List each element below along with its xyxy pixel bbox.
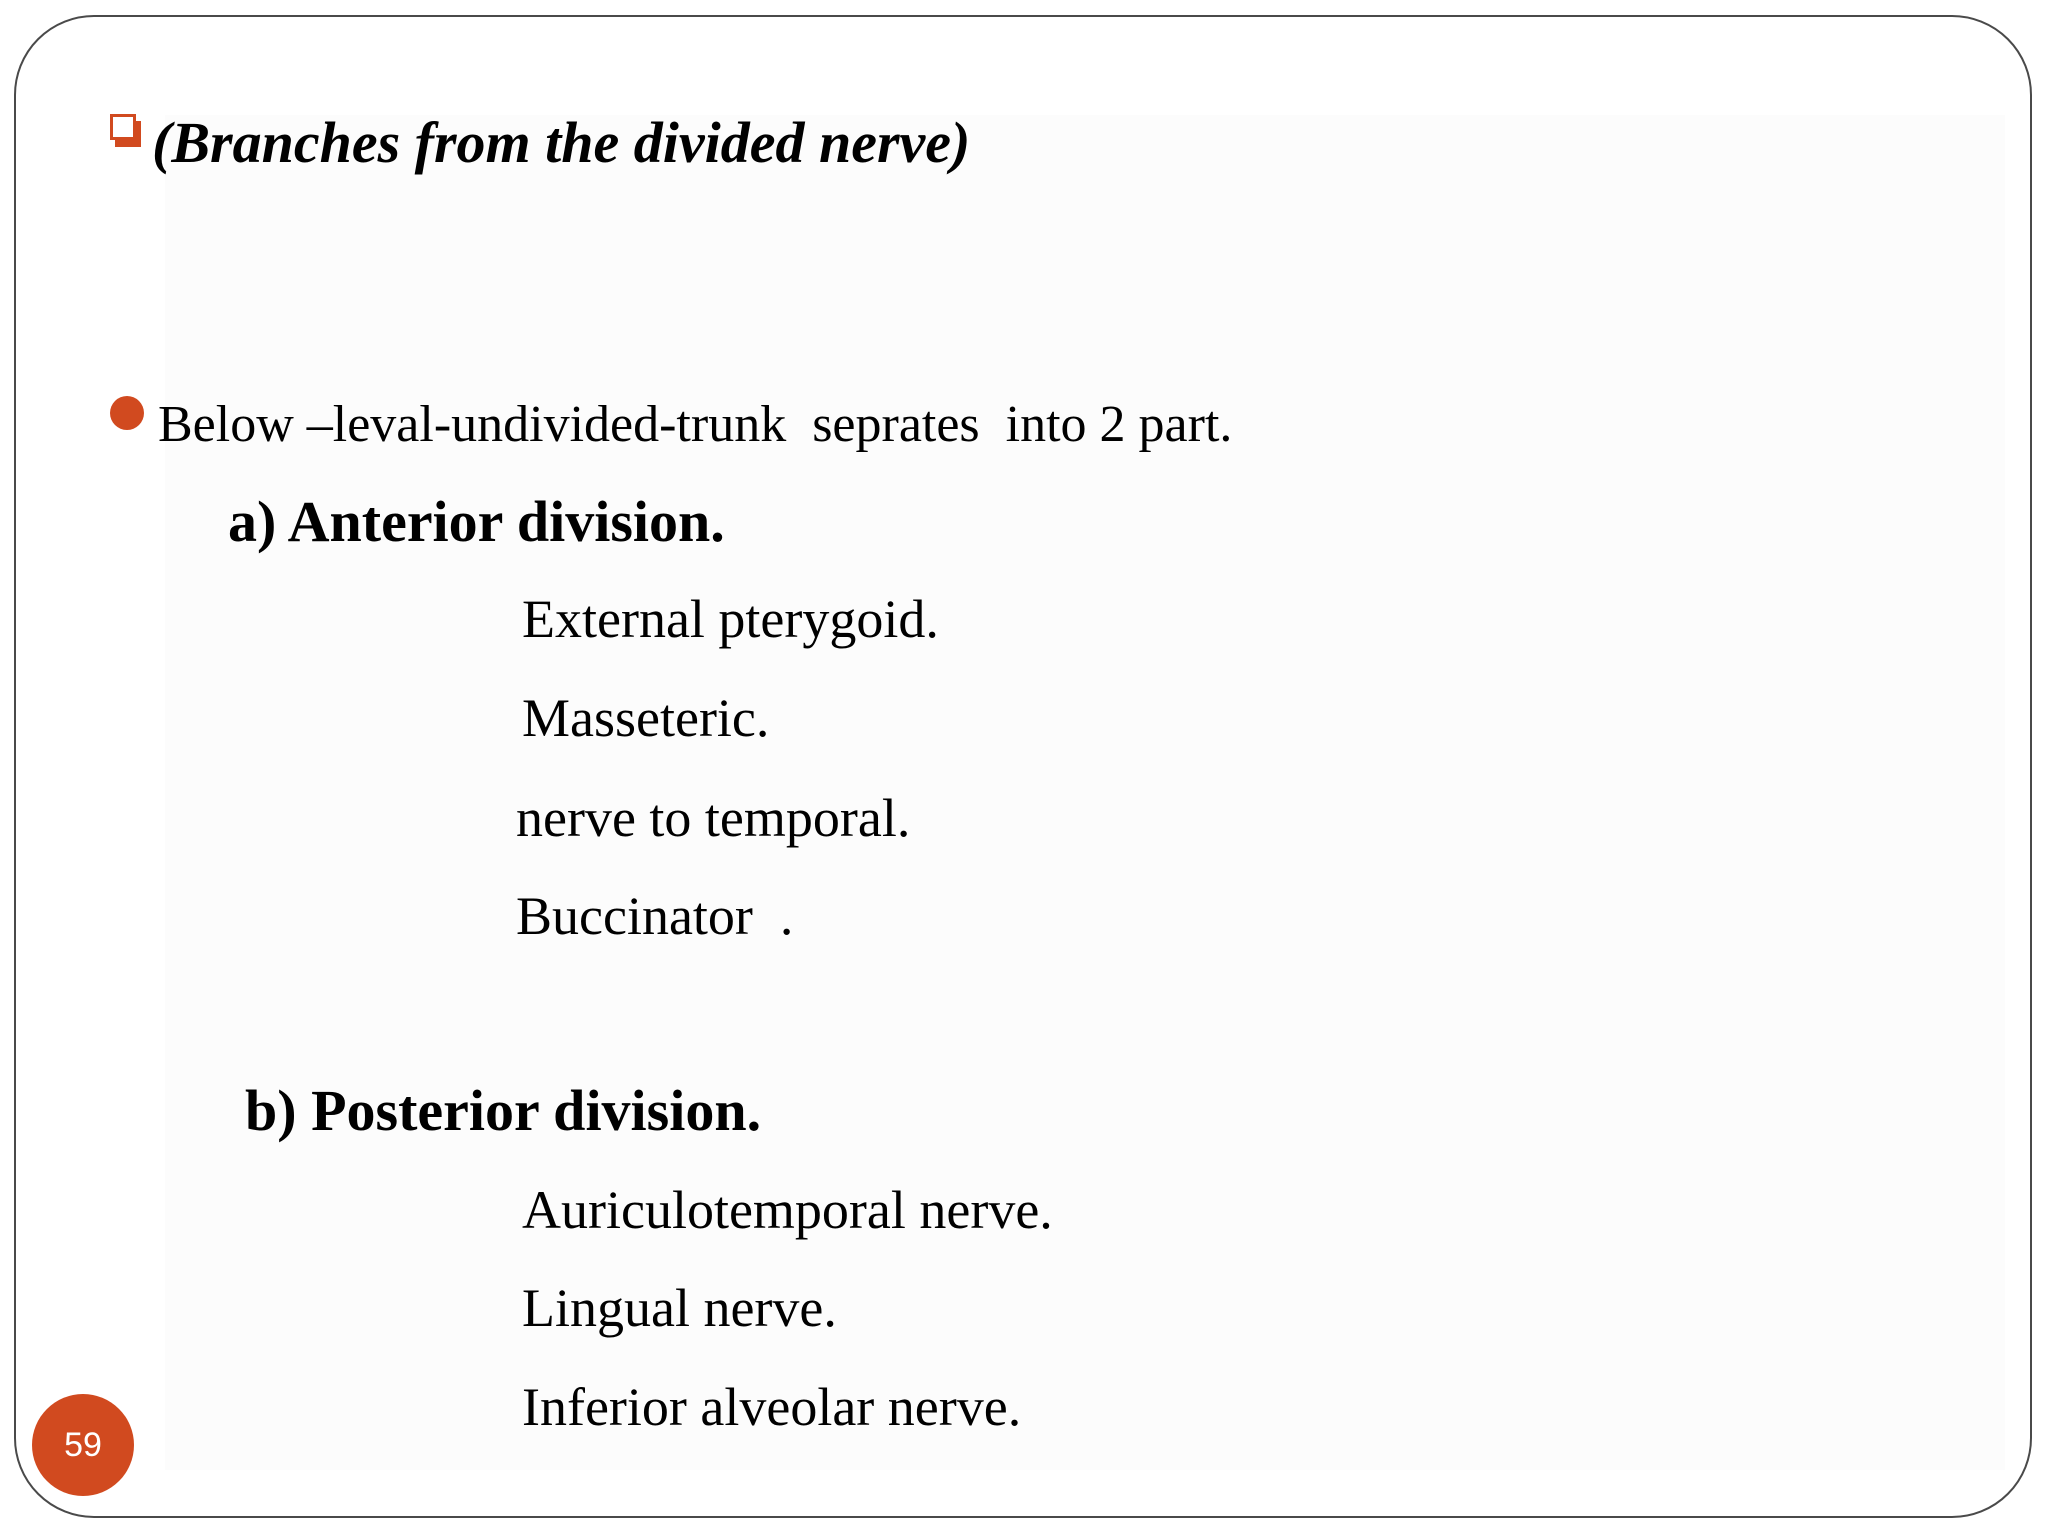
posterior-division-title: b) Posterior division. [245, 1078, 762, 1143]
anterior-item: nerve to temporal. [516, 788, 911, 848]
checkbox-bullet-icon [110, 114, 142, 150]
slide-heading-row [110, 108, 970, 178]
anterior-item: Buccinator . [516, 886, 794, 946]
anterior-item: External pterygoid. [522, 589, 939, 649]
content-area [165, 115, 2005, 1470]
posterior-item: Lingual nerve. [522, 1278, 837, 1338]
bullet-row [110, 392, 1232, 458]
posterior-item: Inferior alveolar nerve. [522, 1377, 1022, 1437]
slide-number-badge: 59 [32, 1394, 134, 1496]
bullet-text: Below –leval-undivided-trunk seprates into 2 part. [158, 396, 1233, 453]
anterior-item: Masseteric. [522, 688, 770, 748]
posterior-item: Auriculotemporal nerve. [522, 1180, 1053, 1240]
dot-bullet-icon [110, 396, 144, 430]
anterior-division-title: a) Anterior division. [228, 489, 725, 554]
slide-heading: (Branches from the divided nerve) [152, 110, 971, 175]
